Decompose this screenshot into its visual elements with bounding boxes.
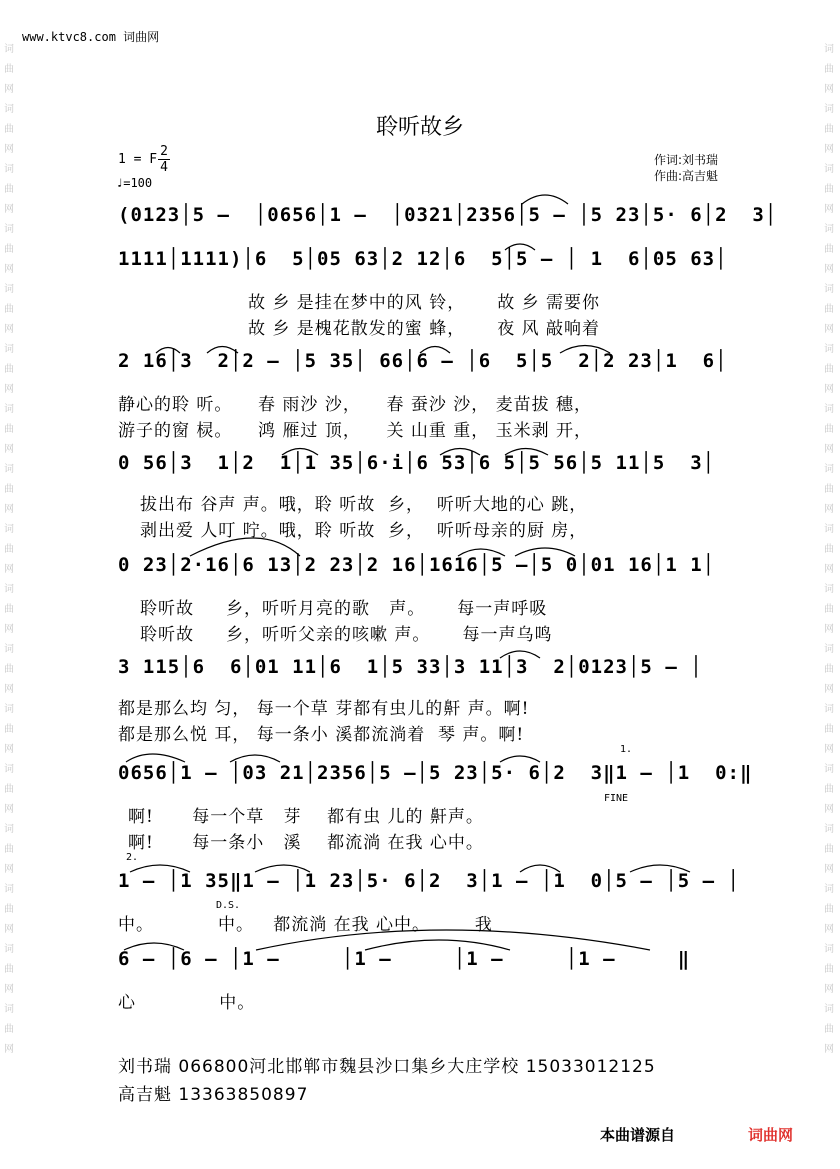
score-line-5: 0 23│2·16│6 13│2 23│2 16│1616│5 –│5 0│01 16│1 1│: [118, 554, 716, 576]
lyric-line-9: 心 中。: [118, 993, 256, 1013]
lyric-line-6a: 都是那么均 匀， 每一个草 芽都有虫儿的鼾 声。啊!: [118, 699, 530, 719]
lyric-line-6b: 都是那么悦 耳， 每一条小 溪都流淌着 琴 声。啊!: [118, 725, 525, 745]
score-line-4: 0 56│3 1│2 1│1 35│6·i│6 53│6 5│5 56│5 11│5 3│: [118, 452, 716, 474]
source-brand-link[interactable]: 词曲网: [748, 1126, 794, 1144]
contact-line-1: 刘书瑞 066800河北邯郸市魏县沙口集乡大庄学校 15033012125: [118, 1057, 656, 1077]
score-line-8: 1 – │1 35‖1 – │1 23│5· 6│2 3│1 – │1 0│5 – │5 – │: [118, 870, 740, 892]
score-line-6: 3 115│6 6│01 11│6 1│5 33│3 11│3 2│0123│5 – │: [118, 656, 703, 678]
site-url[interactable]: www.ktvc8.com 词曲网: [22, 30, 160, 44]
lyric-line-4a: 拔出布 谷声 声。哦，聆 听故 乡， 听听大地的心 跳，: [140, 495, 588, 515]
lyric-line-3a: 静心的聆 听。 春 雨沙 沙， 春 蚕沙 沙， 麦苗拔 穗，: [118, 395, 593, 415]
source-label: 本曲谱源自: [600, 1126, 676, 1144]
meter-bottom: 4: [160, 160, 168, 175]
lyric-line-5b: 聆听故 乡，听听父亲的咳嗽 声。 每一声乌鸣: [140, 625, 553, 645]
score-line-2: 1111│1111)│6 5│05 63│2 12│6 5│5 – │ 1 6│05 63│: [118, 248, 728, 270]
lyric-line-7a: 啊! 每一个草 芽 都有虫 儿的 鼾声。: [128, 807, 484, 827]
lyric-line-3b: 游子的窗 棂。 鸿 雁过 顶， 关 山重 重， 玉米剥 开，: [118, 421, 593, 441]
lyric-line-5a: 聆听故 乡，听听月亮的歌 声。 每一声呼吸: [140, 599, 548, 619]
composer: 作曲:高吉魁: [654, 169, 719, 183]
lyric-line-8: 中。 中。 都流淌 在我 心中。 我: [118, 915, 493, 935]
watermark-left: 词曲网词曲网词曲网词曲网词曲网词曲网词曲网词曲网词曲网词曲网词曲网词曲网词曲网词曲网词曲网词曲网词曲网: [4, 44, 14, 1055]
lyric-line-4b: 剥出爱 人叮 咛。哦，聆 听故 乡， 听听母亲的厨 房，: [140, 521, 588, 541]
lyric-line-7b: 啊! 每一条小 溪 都流淌 在我 心中。: [128, 833, 484, 853]
contact-line-2: 高吉魁 13363850897: [118, 1085, 309, 1105]
score-line-7: 0656│1 – │03 21│2356│5 –│5 23│5· 6│2 3‖1 – │1 0:‖: [118, 762, 753, 784]
time-signature: [158, 144, 170, 175]
score-line-9: 6 – │6 – │1 – │1 – │1 – │1 – ‖: [118, 948, 691, 970]
lyricist: 作词:刘书瑞: [654, 153, 719, 167]
lyric-line-2a: 故 乡 是挂在梦中的风 铃， 故 乡 需要你: [248, 293, 601, 313]
key-signature: 1 = F: [118, 152, 158, 167]
volta-2-mark: 2.: [126, 852, 139, 863]
credits: [654, 152, 718, 184]
meter-top: 2: [160, 144, 168, 159]
lyric-line-2b: 故 乡 是槐花散发的蜜 蜂， 夜 风 敲响着: [248, 319, 601, 339]
tempo-marking: ♩=100: [116, 176, 153, 190]
volta-1-mark: 1.: [620, 744, 633, 755]
fine-mark: FINE: [604, 793, 629, 804]
score-line-1: (0123│5 – │0656│1 – │0321│2356│5 – │5 23│5· 6│2 3│: [118, 204, 778, 226]
score-line-3: 2 16│3 2│2 – │5 35│ 66│6 – │6 5│5 2│2 23│1 6│: [118, 350, 728, 372]
ds-mark: D.S.: [216, 900, 241, 911]
song-title: 聆听故乡: [375, 115, 464, 140]
watermark-right: 词曲网词曲网词曲网词曲网词曲网词曲网词曲网词曲网词曲网词曲网词曲网词曲网词曲网词曲网词曲网词曲网词曲网: [824, 44, 834, 1055]
